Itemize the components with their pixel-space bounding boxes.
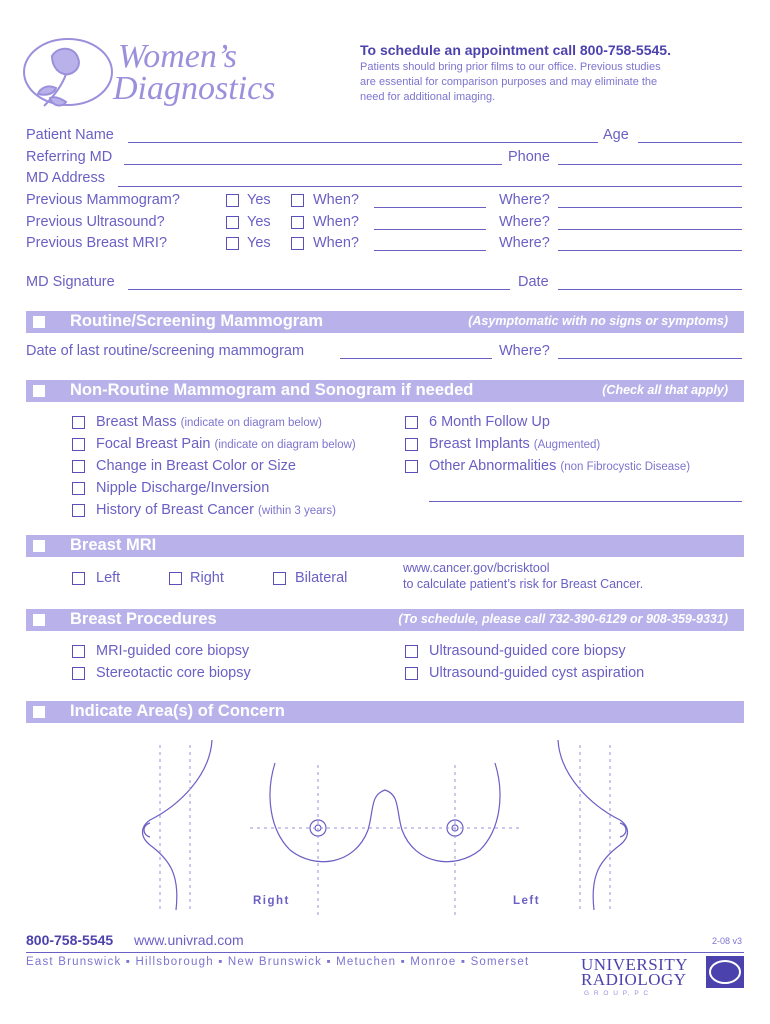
mri-left-label: Left — [96, 570, 121, 586]
age-label: Age — [603, 127, 629, 143]
md-signature-label: MD Signature — [26, 274, 115, 290]
front-torso — [270, 763, 500, 862]
procedures-section-title: Breast Procedures — [70, 610, 217, 628]
procedures-section-note: (To schedule, please call 732-390-6129 or 908-359-9331) — [398, 612, 728, 626]
other-abnormalities-option — [429, 458, 690, 474]
option-sub: (non Fibrocystic Disease) — [560, 461, 691, 473]
nipple-discharge-option: Nipple Discharge/Inversion — [96, 480, 270, 496]
mri-right-checkbox[interactable] — [169, 572, 182, 585]
option-sub: (indicate on diagram below) — [214, 439, 356, 451]
university-radiology-logo-line1: UNIVERSITY — [581, 955, 688, 974]
md-signature-field[interactable] — [128, 289, 510, 290]
mri-guided-biopsy-checkbox[interactable] — [72, 645, 85, 658]
history-breast-cancer-option — [96, 502, 336, 518]
nonroutine-section-bar — [26, 380, 744, 402]
footer-website-link[interactable]: www.univrad.com — [134, 932, 244, 948]
diagram-left-label: Left — [513, 895, 541, 907]
history-breast-cancer-checkbox[interactable] — [72, 504, 85, 517]
option-label: Breast Mass — [96, 414, 177, 430]
previous-mammogram-when-checkbox[interactable] — [291, 194, 304, 207]
brand-name-line1: Women’s — [118, 38, 238, 75]
phone-field[interactable] — [558, 164, 742, 165]
where-label: Where? — [499, 214, 550, 230]
cyst-aspiration-checkbox[interactable] — [405, 667, 418, 680]
md-address-field[interactable] — [118, 186, 742, 187]
when-label: When? — [313, 235, 359, 251]
option-sub: (Augmented) — [533, 439, 601, 451]
option-label: Breast Implants — [429, 436, 530, 452]
routine-section-checkbox[interactable] — [33, 316, 45, 328]
procedures-section-bar — [26, 609, 744, 631]
mri-section-bar — [26, 535, 744, 557]
risk-tool-link[interactable]: www.cancer.gov/bcrisktool — [403, 561, 550, 575]
mri-section-title: Breast MRI — [70, 536, 157, 554]
procedures-section-checkbox[interactable] — [33, 614, 45, 626]
left-side-profile — [558, 740, 628, 910]
cyst-aspiration-label: Ultrasound-guided cyst aspiration — [429, 665, 645, 681]
option-sub: (indicate on diagram below) — [180, 417, 322, 429]
nonroutine-section-note: (Check all that apply) — [602, 383, 728, 397]
age-field[interactable] — [638, 142, 742, 143]
option-label: Other Abnormalities — [429, 458, 557, 474]
option-label: History of Breast Cancer — [96, 502, 254, 518]
patient-name-field[interactable] — [128, 142, 598, 143]
form-version: 2-08 v3 — [712, 936, 743, 946]
where-label: Where? — [499, 192, 550, 208]
patient-name-label: Patient Name — [26, 127, 114, 143]
where-label: Where? — [499, 343, 550, 359]
previous-ultrasound-where-field[interactable] — [558, 229, 742, 230]
referring-md-label: Referring MD — [26, 149, 113, 165]
diagram-right-label: Right — [253, 895, 290, 907]
office-locations: East Brunswick ▪ Hillsborough ▪ New Brunswick ▪ Metuchen ▪ Monroe ▪ Somerset — [26, 956, 530, 968]
previous-mammogram-where-field[interactable] — [558, 207, 742, 208]
option-label: Focal Breast Pain — [96, 436, 211, 452]
right-side-profile — [143, 740, 213, 910]
focal-breast-pain-option — [96, 436, 356, 452]
yes-label: Yes — [247, 214, 271, 230]
routine-section-bar — [26, 311, 744, 333]
change-color-size-checkbox[interactable] — [72, 460, 85, 473]
six-month-followup-option: 6 Month Follow Up — [429, 414, 550, 430]
ultrasound-biopsy-label: Ultrasound-guided core biopsy — [429, 643, 626, 659]
ultrasound-biopsy-checkbox[interactable] — [405, 645, 418, 658]
other-abnormalities-field[interactable] — [429, 501, 742, 502]
concern-section-title: Indicate Area(s) of Concern — [70, 702, 285, 720]
previous-breast-mri-where-field[interactable] — [558, 250, 742, 251]
mri-section-checkbox[interactable] — [33, 540, 45, 552]
referring-md-field[interactable] — [124, 164, 502, 165]
footer-phone: 800-758-5545 — [26, 932, 114, 948]
brand-name-line2: Diagnostics — [113, 70, 276, 107]
previous-ultrasound-yes-checkbox[interactable] — [226, 216, 239, 229]
previous-ultrasound-label: Previous Ultrasound? — [26, 214, 165, 230]
six-month-followup-checkbox[interactable] — [405, 416, 418, 429]
breast-implants-checkbox[interactable] — [405, 438, 418, 451]
stereotactic-biopsy-label: Stereotactic core biopsy — [96, 665, 251, 681]
previous-breast-mri-when-checkbox[interactable] — [291, 237, 304, 250]
university-radiology-logo-line3: G R O U P, P C — [584, 990, 650, 997]
breast-diagram[interactable] — [0, 735, 770, 920]
yes-label: Yes — [247, 192, 271, 208]
previous-breast-mri-yes-checkbox[interactable] — [226, 237, 239, 250]
previous-breast-mri-when-field[interactable] — [374, 250, 486, 251]
previous-mammogram-label: Previous Mammogram? — [26, 192, 180, 208]
focal-breast-pain-checkbox[interactable] — [72, 438, 85, 451]
option-sub: (within 3 years) — [257, 505, 336, 517]
mri-right-label: Right — [190, 570, 224, 586]
breast-mass-option — [96, 414, 322, 430]
mri-bilateral-checkbox[interactable] — [273, 572, 286, 585]
concern-section-bar — [26, 701, 744, 723]
stereotactic-biopsy-checkbox[interactable] — [72, 667, 85, 680]
previous-mammogram-when-field[interactable] — [374, 207, 486, 208]
university-radiology-logo-line2: RADIOLOGY — [581, 970, 687, 989]
where-label: Where? — [499, 235, 550, 251]
previous-ultrasound-when-checkbox[interactable] — [291, 216, 304, 229]
last-mammogram-where-field[interactable] — [558, 358, 742, 359]
appointment-heading: To schedule an appointment call 800-758-5545. — [360, 42, 671, 58]
when-label: When? — [313, 192, 359, 208]
nonroutine-section-checkbox[interactable] — [33, 385, 45, 397]
breast-mass-checkbox[interactable] — [72, 416, 85, 429]
appointment-note-1: Patients should bring prior films to our office. Previous studies — [360, 61, 661, 73]
nonroutine-section-title: Non-Routine Mammogram and Sonogram if needed — [70, 381, 474, 399]
md-address-label: MD Address — [26, 170, 105, 186]
last-mammogram-date-field[interactable] — [340, 358, 492, 359]
phone-label: Phone — [508, 149, 550, 165]
date-label: Date — [518, 274, 549, 290]
change-color-size-option: Change in Breast Color or Size — [96, 458, 296, 474]
mri-bilateral-label: Bilateral — [295, 570, 348, 586]
routine-section-note: (Asymptomatic with no signs or symptoms) — [468, 314, 728, 328]
rose-logo-icon — [22, 36, 117, 114]
appointment-note-3: need for additional imaging. — [360, 91, 496, 103]
mri-guided-biopsy-label: MRI-guided core biopsy — [96, 643, 250, 659]
last-mammogram-label: Date of last routine/screening mammogram — [26, 343, 305, 359]
date-field[interactable] — [558, 289, 742, 290]
concern-section-checkbox[interactable] — [33, 706, 45, 718]
appointment-note-2: are essential for comparison purposes and may eliminate the — [360, 76, 658, 88]
previous-breast-mri-label: Previous Breast MRI? — [26, 235, 168, 251]
mri-left-checkbox[interactable] — [72, 572, 85, 585]
risk-tool-note: to calculate patient’s risk for Breast Cancer. — [403, 577, 644, 591]
routine-section-title: Routine/Screening Mammogram — [70, 312, 324, 330]
breast-implants-option — [429, 436, 600, 452]
when-label: When? — [313, 214, 359, 230]
other-abnormalities-checkbox[interactable] — [405, 460, 418, 473]
previous-ultrasound-when-field[interactable] — [374, 229, 486, 230]
university-radiology-logo-icon — [706, 956, 744, 988]
previous-mammogram-yes-checkbox[interactable] — [226, 194, 239, 207]
yes-label: Yes — [247, 235, 271, 251]
nipple-discharge-checkbox[interactable] — [72, 482, 85, 495]
footer-divider — [26, 952, 744, 953]
